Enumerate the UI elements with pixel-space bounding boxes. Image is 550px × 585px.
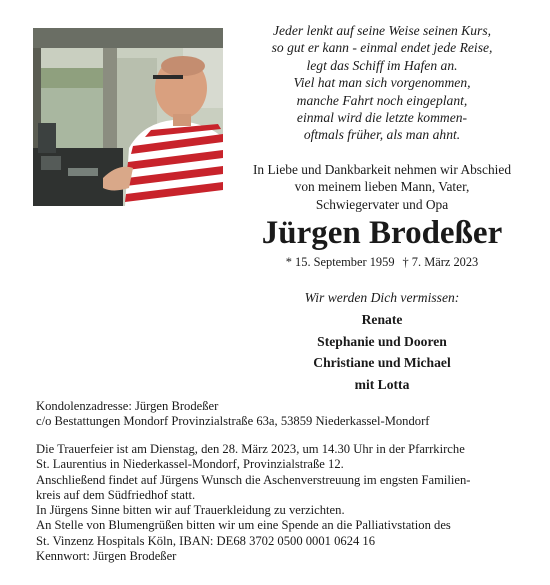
family-line: mit Lotta bbox=[354, 376, 410, 392]
address-line: Kondolenzadresse: Jürgen Brodeßer bbox=[36, 399, 219, 413]
condolence-address bbox=[36, 399, 524, 430]
family-line: Christiane und Michael bbox=[313, 355, 451, 371]
poem-line: Viel hat man sich vorgenommen, bbox=[293, 75, 471, 91]
address-line: c/o Bestattungen Mondorf Provinzialstraße 63a, 53859 Niederkassel-Mondorf bbox=[36, 414, 430, 429]
notice-line: St. Laurentius in Niederkassel-Mondorf, Provinzialstraße 12. bbox=[36, 457, 344, 472]
poem-line: Jeder lenkt auf seine Weise seinen Kurs, bbox=[272, 23, 492, 38]
birth-date: * 15. September 1959 bbox=[285, 255, 395, 269]
notice-line: In Jürgens Sinne bitten wir auf Trauerkleidung zu verzichten. bbox=[36, 503, 345, 518]
intro-line: von meinem lieben Mann, Vater, bbox=[294, 179, 470, 195]
family-line: Renate bbox=[361, 312, 403, 327]
notice-line: kreis auf dem Südfriedhof statt. bbox=[36, 487, 196, 502]
funeral-notice bbox=[36, 442, 524, 564]
death-date: † 7. März 2023 bbox=[402, 255, 479, 269]
notice-line: Die Trauerfeier ist am Dienstag, den 28. März 2023, um 14.30 Uhr in der Pfarrkirche bbox=[36, 442, 465, 456]
family-signatures bbox=[232, 309, 532, 395]
poem-line: manche Fahrt noch eingeplant, bbox=[296, 92, 468, 108]
poem-line: so gut er kann - einmal endet jede Reise, bbox=[271, 40, 493, 56]
notice-line: St. Vinzenz Hospitals Köln, IBAN: DE68 3702 0500 0001 0624 16 bbox=[36, 533, 376, 548]
farewell-intro bbox=[232, 161, 532, 213]
poem-line: oftmals früher, als man ahnt. bbox=[303, 127, 461, 143]
life-dates bbox=[232, 255, 532, 270]
family-line: Stephanie und Dooren bbox=[317, 333, 447, 349]
notice-line: Kennwort: Jürgen Brodeßer bbox=[36, 549, 177, 564]
intro-line: In Liebe und Dankbarkeit nehmen wir Abschied bbox=[252, 162, 512, 177]
notice-line: Anschließend findet auf Jürgens Wunsch die Aschenverstreuung im engsten Familien- bbox=[36, 472, 471, 487]
notice-line: An Stelle von Blumengrüßen bitten wir um eine Spende an die Palliativstation des bbox=[36, 518, 451, 533]
intro-line: Schwiegervater und Opa bbox=[315, 196, 449, 212]
poem-line: legt das Schiff im Hafen an. bbox=[306, 57, 458, 73]
portrait-photo bbox=[33, 28, 223, 206]
deceased-name: Jürgen Brodeßer bbox=[261, 215, 503, 251]
poem bbox=[232, 22, 532, 144]
miss-you-line: Wir werden Dich vermissen: bbox=[304, 290, 460, 305]
poem-line: einmal wird die letzte kommen- bbox=[296, 110, 468, 126]
